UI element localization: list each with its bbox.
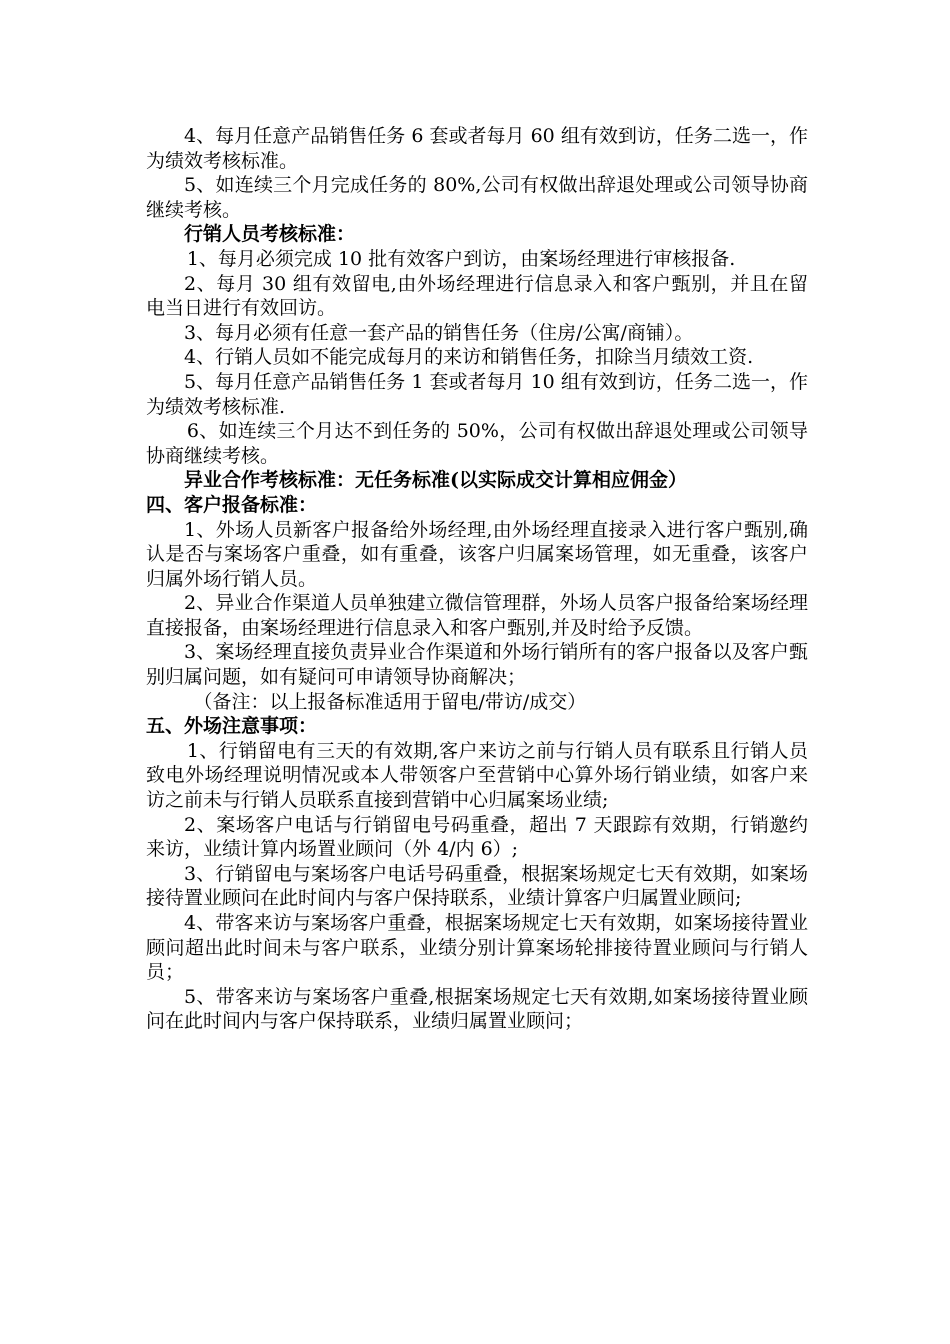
sales-item-5: 5、每月任意产品销售任务 1 套或者每月 10 组有效到访，任务二选一，作为绩效考核标准. bbox=[146, 370, 808, 418]
section5-item-1: 1、行销留电有三天的有效期,客户来访之前与行销人员有联系且行销人员致电外场经理说明情况或本人带领客户至营销中心算外场行销业绩，如客户来访之前未与行销人员联系直接到营销中心归属案场业绩; bbox=[146, 739, 808, 812]
sales-item-4: 4、行销人员如不能完成每月的来访和销售任务，扣除当月绩效工资. bbox=[184, 346, 754, 369]
section4-item-2: 2、异业合作渠道人员单独建立微信管理群，外场人员客户报备给案场经理直接报备，由案场经理进行信息录入和客户甄别,并及时给予反馈。 bbox=[146, 592, 808, 639]
section5-heading: 五、外场注意事项： bbox=[146, 715, 318, 738]
section4-item-3: 3、案场经理直接负责异业合作渠道和外场行销所有的客户报备以及客户甄别归属问题，如有疑问可申请领导协商解决； bbox=[146, 641, 808, 689]
section5-item-5: 5、带客来访与案场客户重叠,根据案场规定七天有效期,如案场接待置业顾问在此时间内与客户保持联系，业绩归属置业顾问； bbox=[146, 985, 808, 1033]
section4-heading: 四、客户报备标准： bbox=[146, 493, 318, 516]
paragraph-task-standard-4: 4、每月任意产品销售任务 6 套或者每月 60 组有效到访，任务二选一，作为绩效考核标准。 bbox=[146, 125, 808, 172]
section4-note: （备注：以上报备标准适用于留电/带访/成交） bbox=[193, 690, 587, 713]
section5-item-2: 2、案场客户电话与行销留电号码重叠，超出 7 天跟踪有效期，行销邀约来访，业绩计算内场置业顾问（外 4/内 6）; bbox=[146, 813, 808, 861]
section4-item-1: 1、外场人员新客户报备给外场经理,由外场经理直接录入进行客户甄别,确认是否与案场客户重叠，如有重叠，该客户归属案场管理，如无重叠，该客户归属外场行销人员。 bbox=[146, 518, 808, 590]
document-page bbox=[146, 124, 808, 1034]
sales-item-1: 1、每月必须完成 10 批有效客户到访，由案场经理进行审核报备. bbox=[186, 247, 736, 270]
paragraph-task-standard-5: 5、如连续三个月完成任务的 80%,公司有权做出辞退处理或公司领导协商继续考核。 bbox=[146, 174, 808, 221]
sales-staff-heading: 行销人员考核标准： bbox=[184, 223, 356, 246]
sales-item-3: 3、每月必须有任意一套产品的销售任务（住房/公寓/商铺）。 bbox=[184, 321, 694, 344]
sales-item-6: 6、如连续三个月达不到任务的 50%，公司有权做出辞退处理或公司领导协商继续考核。 bbox=[146, 420, 808, 467]
section5-item-3: 3、行销留电与案场客户电话号码重叠，根据案场规定七天有效期，如案场接待置业顾问在此时间内与客户保持联系，业绩计算客户归属置业顾问; bbox=[146, 862, 808, 910]
sales-item-2: 2、每月 30 组有效留电,由外场经理进行信息录入和客户甄别，并且在留电当日进行有效回访。 bbox=[146, 272, 808, 320]
partner-heading: 异业合作考核标准：无任务标准(以实际成交计算相应佣金） bbox=[184, 469, 687, 492]
section5-item-4: 4、带客来访与案场客户重叠，根据案场规定七天有效期，如案场接待置业顾问超出此时间未与客户联系，业绩分别计算案场轮排接待置业顾问与行销人员； bbox=[146, 912, 808, 984]
